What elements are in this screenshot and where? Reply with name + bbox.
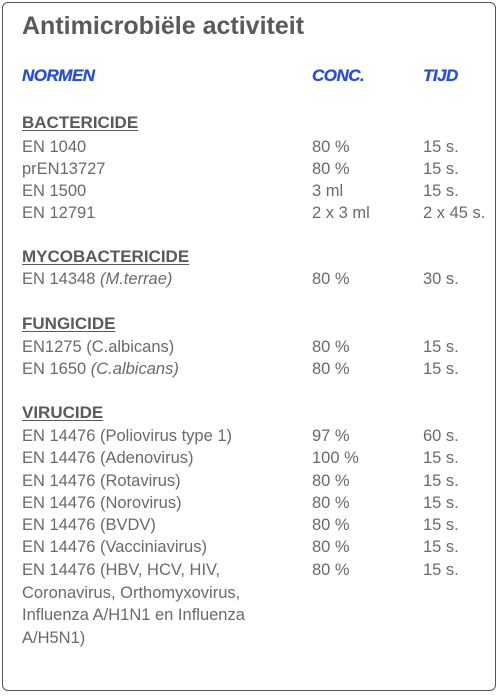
header-conc: CONC. (312, 66, 365, 85)
norm-cell: EN 14476 (Poliovirus type 1) (22, 427, 233, 445)
norm-italic-text: (M.terrae) (99, 270, 173, 288)
conc-cell: 80 % (312, 360, 350, 378)
conc-cell: 100 % (312, 449, 359, 467)
norm-cell: EN 1500 (22, 182, 87, 200)
page-title: Antimicrobiële activiteit (22, 12, 305, 40)
conc-cell: 80 % (312, 516, 350, 534)
section-title: MYCOBACTERICIDE (22, 247, 190, 266)
time-cell: 15 s. (423, 472, 459, 490)
time-cell: 15 s. (423, 138, 459, 156)
norm-cell: prEN13727 (22, 160, 106, 178)
section-title: VIRUCIDE (22, 403, 104, 422)
time-cell: 60 s. (423, 427, 459, 445)
conc-cell: 2 x 3 ml (312, 204, 370, 222)
conc-cell: 3 ml (312, 182, 344, 200)
time-cell: 30 s. (423, 270, 459, 288)
header-tijd: TIJD (423, 66, 458, 85)
time-cell: 15 s. (423, 561, 459, 579)
header-normen: NORMEN (22, 66, 95, 85)
section-title: FUNGICIDE (22, 314, 116, 333)
conc-cell: 80 % (312, 138, 350, 156)
conc-cell: 80 % (312, 472, 350, 490)
conc-cell: 80 % (312, 561, 350, 579)
time-cell: 15 s. (423, 338, 459, 356)
time-cell: 15 s. (423, 516, 459, 534)
norm-cell: EN 1040 (22, 138, 87, 156)
time-cell: 15 s. (423, 160, 459, 178)
norm-cell: EN 14476 (Adenovirus) (22, 449, 194, 467)
time-cell: 2 x 45 s. (423, 204, 486, 222)
conc-cell: 80 % (312, 338, 350, 356)
norm-cell: EN1275 (C.albicans) (22, 338, 175, 356)
conc-cell: 80 % (312, 160, 350, 178)
norm-cell: EN 14476 (BVDV) (22, 516, 156, 534)
conc-cell: 80 % (312, 494, 350, 512)
conc-cell: 80 % (312, 538, 350, 556)
norm-text: EN 14348 (22, 270, 100, 288)
conc-cell: 80 % (312, 270, 350, 288)
norm-cell: EN 14476 (HBV, HCV, HIV, Coronavirus, Orthomyxovirus, Influenza A/H1N1 en Influenza A/H5N1) (22, 561, 245, 647)
norm-italic-text: (C.albicans) (90, 360, 179, 378)
time-cell: 15 s. (423, 182, 459, 200)
time-cell: 15 s. (423, 360, 459, 378)
norm-cell (22, 358, 179, 380)
time-cell: 15 s. (423, 538, 459, 556)
time-cell: 15 s. (423, 494, 459, 512)
norm-cell: EN 14476 (Vacciniavirus) (22, 538, 207, 556)
norm-text: EN 1650 (22, 360, 91, 378)
norm-cell (22, 268, 172, 290)
norm-cell: EN 12791 (22, 204, 96, 222)
conc-cell: 97 % (312, 427, 350, 445)
section-title: BACTERICIDE (22, 113, 139, 132)
norm-cell: EN 14476 (Rotavirus) (22, 472, 181, 490)
time-cell: 15 s. (423, 449, 459, 467)
norm-cell: EN 14476 (Norovirus) (22, 494, 182, 512)
